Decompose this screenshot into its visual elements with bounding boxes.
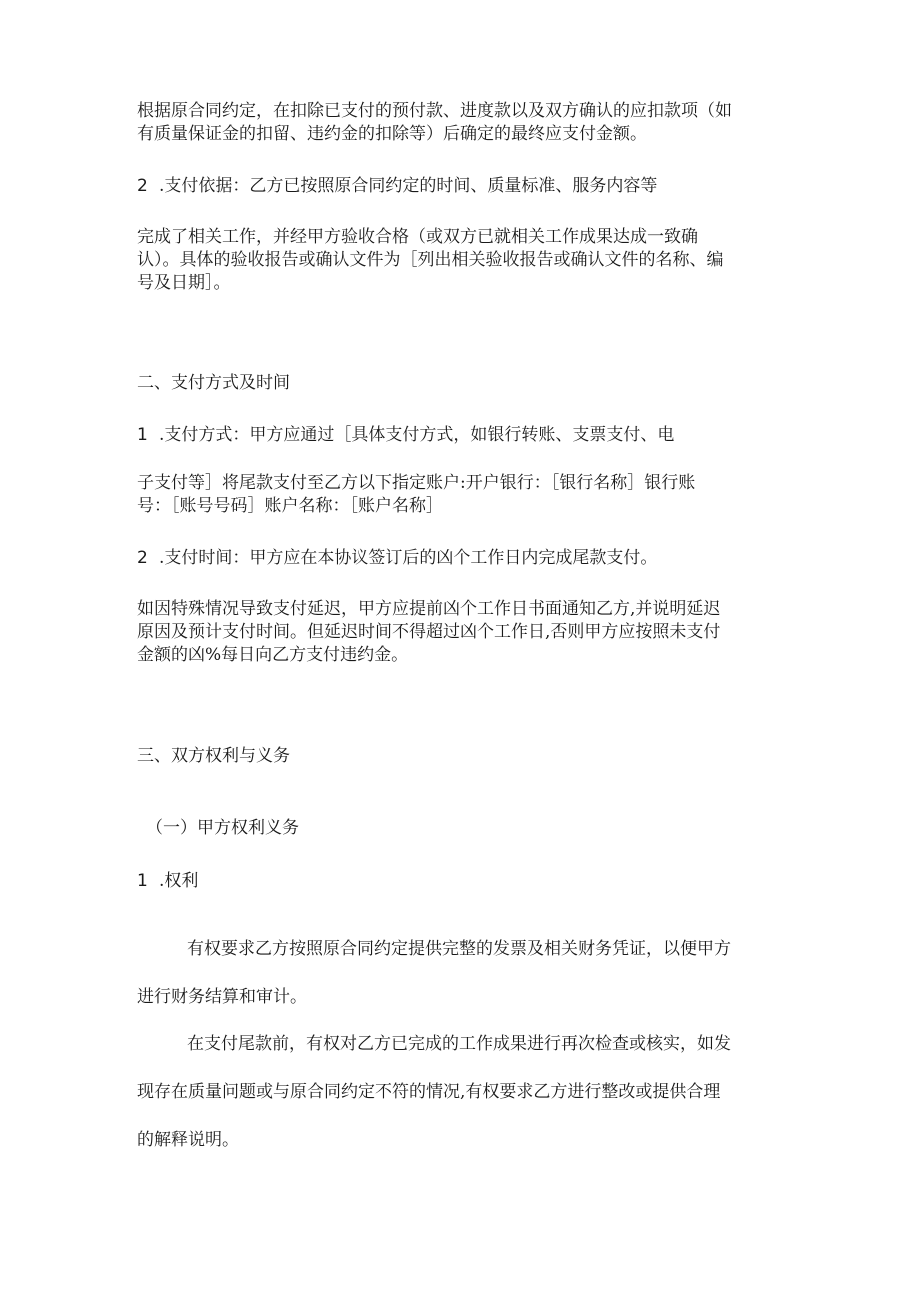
clause-text: .支付时间：甲方应在本协议签订后的凶个工作日内完成尾款支付。 [159, 548, 658, 568]
paragraph-invoice-right [137, 925, 787, 1021]
subsection-heading-party-a [146, 817, 796, 840]
heading-text: 二、支付方式及时间 [137, 373, 290, 393]
clause-text: .支付依据：乙方已按照原合同约定的时间、质量标准、服务内容等 [159, 176, 658, 196]
text-line: 的解释说明。 [137, 1130, 239, 1150]
heading-text: （一）甲方权利义务 [146, 818, 299, 838]
clause-text: .支付方式：甲方应通过［具体支付方式，如银行转账、支票支付、电 [159, 425, 675, 445]
text-line: 有质量保证金的扣留、违约金的扣除等）后确定的最终应支付金额。 [137, 124, 647, 144]
paragraph-final-amount [137, 100, 787, 146]
clause-payment-basis [137, 175, 787, 198]
text-line: 如因特殊情况导致支付延迟，甲方应提前凶个工作日书面通知乙方,并说明延迟 [137, 599, 721, 619]
clause-number: 2 [137, 176, 148, 196]
text-line: 金额的凶%每日向乙方支付违约金。 [137, 645, 409, 665]
text-line: 子支付等］将尾款支付至乙方以下指定账户:开户银行：［银行名称］银行账 [137, 473, 696, 493]
text-line: 原因及预计支付时间。但延迟时间不得超过凶个工作日,否则甲方应按照未支付 [137, 622, 721, 642]
clause-text: .权利 [159, 871, 199, 891]
clause-number: 1 [137, 425, 148, 445]
text-line: 完成了相关工作，并经甲方验收合格（或双方已就相关工作成果达成一致确 [137, 227, 698, 247]
text-line: 在支付尾款前，有权对乙方已完成的工作成果进行再次检查或核实，如发 [187, 1034, 731, 1054]
text-line: 有权要求乙方按照原合同约定提供完整的发票及相关财务凭证，以便甲方 [187, 939, 731, 959]
clause-number: 1 [137, 871, 148, 891]
clause-rights [137, 870, 787, 893]
paragraph-inspection-right [137, 1020, 787, 1164]
text-line: 进行财务结算和审计。 [137, 987, 307, 1007]
text-line: 现存在质量问题或与原合同约定不符的情况,有权要求乙方进行整改或提供合理 [137, 1082, 721, 1102]
section-heading-payment [137, 372, 787, 395]
clause-number: 2 [137, 548, 148, 568]
paragraph-account-info [137, 472, 787, 518]
clause-payment-time [137, 547, 787, 570]
paragraph-delay [137, 598, 787, 667]
text-line: 认）。具体的验收报告或确认文件为［列出相关验收报告或确认文件的名称、编 [137, 250, 724, 270]
clause-payment-method [137, 424, 787, 447]
heading-text: 三、双方权利与义务 [137, 746, 290, 766]
section-heading-rights [137, 745, 787, 768]
paragraph-acceptance [137, 226, 787, 295]
text-line: 号及日期］。 [137, 273, 231, 293]
text-line: 号：［账号号码］账户名称：［账户名称］ [137, 496, 443, 516]
text-line: 根据原合同约定，在扣除已支付的预付款、进度款以及双方确认的应扣款项（如 [137, 101, 732, 121]
